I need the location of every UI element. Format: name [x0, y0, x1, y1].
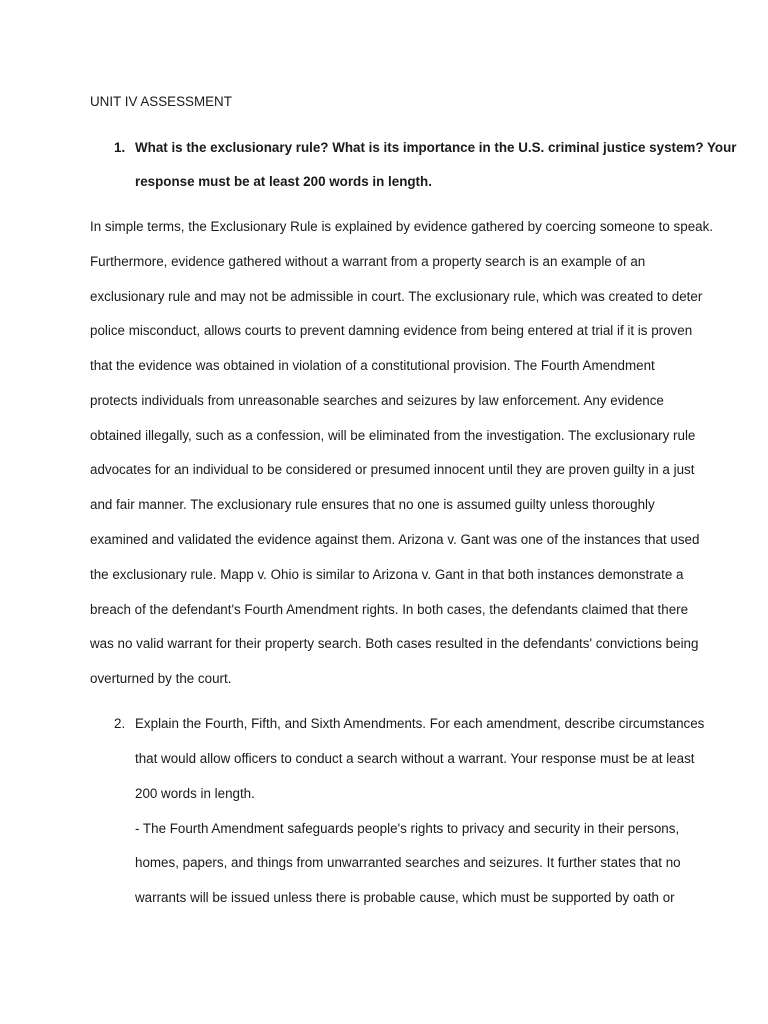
answer-1-line: examined and validated the evidence against them. Arizona v. Gant was one of the instances that used: [90, 532, 700, 547]
answer-1-line: the exclusionary rule. Mapp v. Ohio is similar to Arizona v. Gant in that both instances demonstrate a: [90, 567, 684, 582]
answer-1-line: overturned by the court.: [90, 671, 232, 686]
question-2-line: that would allow officers to conduct a search without a warrant. Your response must be at least: [135, 751, 695, 766]
answer-1-line: advocates for an individual to be considered or presumed innocent until they are proven guilty in a just: [90, 462, 695, 477]
answer-1-line: police misconduct, allows courts to prevent damning evidence from being entered at trial if it is proven: [90, 323, 693, 338]
answer-1-line: obtained illegally, such as a confession, will be eliminated from the investigation. The exclusionary rule: [90, 428, 696, 443]
question-1-line: response must be at least 200 words in length.: [135, 174, 432, 189]
answer-1-line: and fair manner. The exclusionary rule ensures that no one is assumed guilty unless thoroughly: [90, 497, 655, 512]
answer-1-line: Furthermore, evidence gathered without a warrant from a property search is an example of an: [90, 254, 646, 269]
answer-1-line: protects individuals from unreasonable searches and seizures by law enforcement. Any evidence: [90, 393, 664, 408]
answer-1-line: was no valid warrant for their property search. Both cases resulted in the defendants' convictions being: [90, 636, 699, 651]
question-1-line: What is the exclusionary rule? What is its importance in the U.S. criminal justice system? Your: [135, 140, 737, 155]
question-1-number: 1.: [114, 140, 126, 155]
question-2-line: Explain the Fourth, Fifth, and Sixth Amendments. For each amendment, describe circumstances: [135, 716, 705, 731]
answer-1-line: exclusionary rule and may not be admissible in court. The exclusionary rule, which was created to deter: [90, 289, 703, 304]
answer-1-line: that the evidence was obtained in violation of a constitutional provision. The Fourth Amendment: [90, 358, 655, 373]
answer-1-line: breach of the defendant's Fourth Amendment rights. In both cases, the defendants claimed that there: [90, 602, 689, 617]
answer-1-line: In simple terms, the Exclusionary Rule is explained by evidence gathered by coercing someone to speak.: [90, 219, 713, 234]
answer-2-line: - The Fourth Amendment safeguards people's rights to privacy and security in their persons,: [135, 821, 680, 836]
question-2-line: 200 words in length.: [135, 786, 255, 801]
answer-2-line: warrants will be issued unless there is probable cause, which must be supported by oath or: [135, 890, 675, 905]
document-title: UNIT IV ASSESSMENT: [90, 94, 232, 109]
answer-2-line: homes, papers, and things from unwarranted searches and seizures. It further states that no: [135, 855, 681, 870]
question-2-number: 2.: [114, 716, 126, 731]
